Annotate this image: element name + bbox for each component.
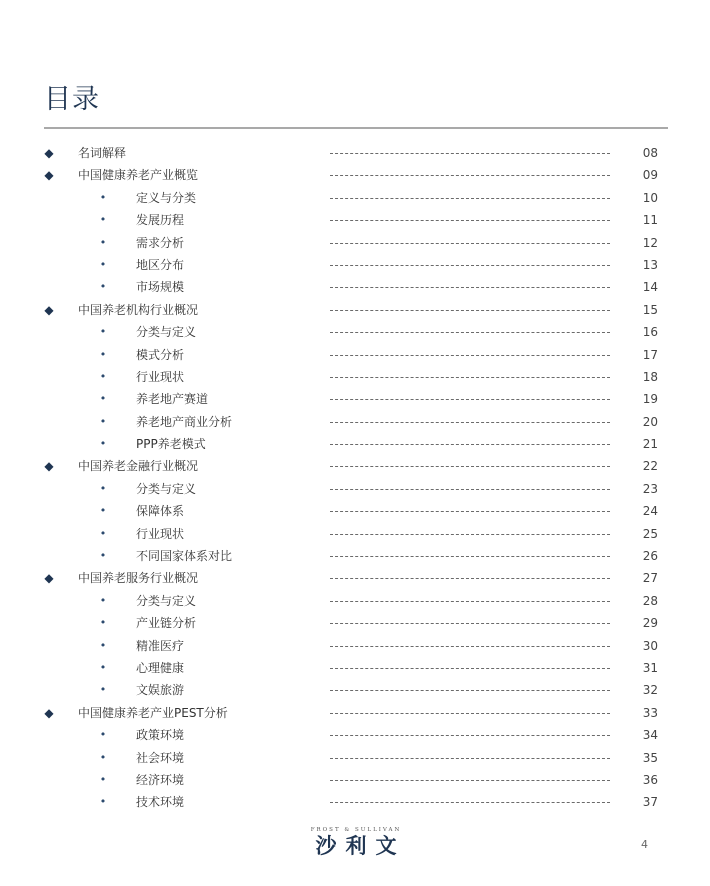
dot-bullet-icon: • — [99, 772, 107, 786]
dotted-leader — [330, 198, 610, 199]
toc-subsection-entry[interactable] — [0, 679, 710, 701]
dotted-leader — [330, 802, 610, 803]
dotted-leader — [330, 601, 610, 602]
toc-page-number: 12 — [642, 235, 658, 250]
dotted-leader — [330, 332, 610, 333]
toc-subsection-entry[interactable] — [0, 344, 710, 366]
toc-subsection-entry[interactable] — [0, 187, 710, 209]
toc-subsection-entry[interactable] — [0, 590, 710, 612]
dotted-leader — [330, 422, 610, 423]
dotted-leader — [330, 220, 610, 221]
logo-chinese-text: 沙利文 — [315, 834, 406, 858]
toc-entry-label: PPP养老模式 — [136, 437, 206, 452]
toc-page-number: 25 — [642, 526, 658, 541]
toc-subsection-entry[interactable] — [0, 657, 710, 679]
toc-subsection-entry[interactable] — [0, 724, 710, 746]
dot-bullet-icon: • — [99, 504, 107, 518]
diamond-bullet-icon: ◆ — [44, 168, 54, 183]
toc-page-number: 10 — [642, 190, 658, 205]
dot-bullet-icon: • — [99, 638, 107, 652]
dotted-leader — [330, 780, 610, 781]
toc-subsection-entry[interactable] — [0, 769, 710, 791]
toc-page-number: 27 — [642, 571, 658, 586]
toc-entry-label: 名词解释 — [78, 146, 127, 160]
toc-page-number: 36 — [642, 772, 658, 787]
dot-bullet-icon: • — [99, 257, 107, 271]
toc-section-entry[interactable] — [0, 567, 710, 589]
dot-bullet-icon: • — [99, 683, 107, 697]
dot-bullet-icon: • — [99, 325, 107, 339]
dotted-leader — [330, 735, 610, 736]
toc-page-number: 09 — [642, 168, 658, 183]
toc-entry-label: 保障体系 — [136, 504, 185, 519]
dotted-leader — [330, 690, 610, 691]
toc-subsection-entry[interactable] — [0, 254, 710, 276]
dot-bullet-icon: • — [99, 369, 107, 383]
toc-page-number: 20 — [642, 414, 658, 429]
page-title: 目录 — [44, 84, 100, 115]
toc-subsection-entry[interactable] — [0, 635, 710, 657]
toc-entry-label: 分类与定义 — [136, 481, 197, 496]
dotted-leader — [330, 399, 610, 400]
dotted-leader — [330, 556, 610, 557]
toc-page-number: 14 — [642, 280, 658, 295]
dotted-leader — [330, 713, 610, 714]
dotted-leader — [330, 489, 610, 490]
dotted-leader — [330, 265, 610, 266]
toc-section-entry[interactable] — [0, 142, 710, 164]
dotted-leader — [330, 646, 610, 647]
dotted-leader — [330, 243, 610, 244]
toc-subsection-entry[interactable] — [0, 545, 710, 567]
toc-page-number: 34 — [642, 728, 658, 743]
toc-entry-label: 精准医疗 — [136, 638, 185, 653]
toc-entry-label: 社会环境 — [136, 750, 185, 765]
toc-entry-label: 中国养老服务行业概况 — [78, 571, 199, 586]
toc-entry-label: 心理健康 — [136, 660, 185, 675]
toc-subsection-entry[interactable] — [0, 747, 710, 769]
dotted-leader — [330, 310, 610, 311]
toc-section-entry[interactable] — [0, 299, 710, 321]
toc-page-number: 19 — [642, 392, 658, 407]
dot-bullet-icon: • — [99, 616, 107, 630]
toc-subsection-entry[interactable] — [0, 478, 710, 500]
dotted-leader — [330, 623, 610, 624]
toc-page-number: 13 — [642, 257, 658, 272]
dotted-leader — [330, 668, 610, 669]
toc-entry-label: 文娱旅游 — [136, 683, 185, 698]
dotted-leader — [330, 466, 610, 467]
toc-page-number: 28 — [642, 593, 658, 608]
toc-subsection-entry[interactable] — [0, 276, 710, 298]
diamond-bullet-icon: ◆ — [44, 459, 54, 474]
toc-entry-label: 市场规模 — [136, 280, 185, 295]
toc-entry-label: 分类与定义 — [136, 325, 197, 340]
dotted-leader — [330, 175, 610, 176]
toc-page-number: 16 — [642, 325, 658, 340]
dot-bullet-icon: • — [99, 437, 107, 451]
toc-entry-label: 中国健康养老产业PEST分析 — [78, 705, 228, 720]
toc-entry-label: 产业链分析 — [136, 616, 197, 631]
dot-bullet-icon: • — [99, 414, 107, 428]
diamond-bullet-icon: ◆ — [44, 705, 54, 720]
toc-page-number: 17 — [642, 347, 658, 362]
dotted-leader — [330, 153, 610, 154]
toc-page-number: 35 — [642, 750, 658, 765]
page-number: 4 — [641, 838, 648, 851]
dot-bullet-icon: • — [99, 593, 107, 607]
toc-entry-label: 发展历程 — [136, 213, 185, 228]
toc-entry-label: 不同国家体系对比 — [136, 549, 233, 564]
dotted-leader — [330, 511, 610, 512]
toc-subsection-entry[interactable] — [0, 500, 710, 522]
dot-bullet-icon: • — [99, 213, 107, 227]
toc-subsection-entry[interactable] — [0, 523, 710, 545]
toc-entry-label: 中国养老金融行业概况 — [78, 459, 199, 474]
dot-bullet-icon: • — [99, 795, 107, 809]
toc-page-number: 31 — [642, 660, 658, 675]
toc-entry-label: 技术环境 — [136, 795, 185, 810]
dotted-leader — [330, 355, 610, 356]
toc-subsection-entry[interactable] — [0, 388, 710, 410]
toc-section-entry[interactable] — [0, 455, 710, 477]
dot-bullet-icon: • — [99, 660, 107, 674]
dotted-leader — [330, 287, 610, 288]
toc-page-number: 37 — [642, 795, 658, 810]
toc-page-number: 22 — [642, 459, 658, 474]
toc-subsection-entry[interactable] — [0, 612, 710, 634]
toc-page-number: 32 — [642, 683, 658, 698]
toc-page-number: 26 — [642, 549, 658, 564]
dot-bullet-icon: • — [99, 549, 107, 563]
diamond-bullet-icon: ◆ — [44, 146, 54, 160]
dot-bullet-icon: • — [99, 728, 107, 742]
dot-bullet-icon: • — [99, 750, 107, 764]
toc-subsection-entry[interactable] — [0, 411, 710, 433]
toc-page-number: 24 — [642, 504, 658, 519]
diamond-bullet-icon: ◆ — [44, 571, 54, 586]
toc-page-number: 23 — [642, 481, 658, 496]
frost-sullivan-logo — [296, 826, 416, 858]
toc-page-number: 30 — [642, 638, 658, 653]
dotted-leader — [330, 444, 610, 445]
toc-entry-label: 模式分析 — [136, 347, 185, 362]
dotted-leader — [330, 534, 610, 535]
dot-bullet-icon: • — [99, 392, 107, 406]
toc-section-entry[interactable] — [0, 702, 710, 724]
dot-bullet-icon: • — [99, 190, 107, 204]
toc-entry-label: 行业现状 — [136, 526, 185, 541]
toc-entry-label: 中国健康养老产业概览 — [78, 168, 199, 183]
toc-subsection-entry[interactable] — [0, 321, 710, 343]
toc-page-number: 15 — [642, 302, 658, 317]
dotted-leader — [330, 377, 610, 378]
dotted-leader — [330, 578, 610, 579]
toc-entry-label: 养老地产赛道 — [136, 392, 209, 407]
toc-subsection-entry[interactable] — [0, 232, 710, 254]
toc-section-entry[interactable] — [0, 164, 710, 186]
toc-entry-label: 养老地产商业分析 — [136, 414, 233, 429]
toc-subsection-entry[interactable] — [0, 433, 710, 455]
toc-subsection-entry[interactable] — [0, 366, 710, 388]
toc-entry-label: 分类与定义 — [136, 593, 197, 608]
logo-english-text: FROST & SULLIVAN — [310, 827, 402, 833]
toc-entry-label: 经济环境 — [136, 772, 185, 787]
title-divider — [44, 127, 668, 129]
toc-page-number: 08 — [642, 146, 658, 160]
dotted-leader — [330, 758, 610, 759]
toc-page-number: 11 — [642, 213, 658, 228]
toc-subsection-entry[interactable] — [0, 791, 710, 813]
toc-entry-label: 政策环境 — [136, 728, 185, 743]
toc-page-number: 33 — [642, 705, 658, 720]
dot-bullet-icon: • — [99, 280, 107, 294]
dot-bullet-icon: • — [99, 481, 107, 495]
toc-entry-label: 行业现状 — [136, 369, 185, 384]
toc-entry-label: 中国养老机构行业概况 — [78, 302, 199, 317]
toc-entry-label: 定义与分类 — [136, 190, 197, 205]
dot-bullet-icon: • — [99, 347, 107, 361]
dot-bullet-icon: • — [99, 526, 107, 540]
toc-subsection-entry[interactable] — [0, 209, 710, 231]
toc-page-number: 18 — [642, 369, 658, 384]
toc-page-number: 29 — [642, 616, 658, 631]
dot-bullet-icon: • — [99, 235, 107, 249]
toc-entry-label: 需求分析 — [136, 235, 185, 250]
table-of-contents — [0, 142, 710, 814]
diamond-bullet-icon: ◆ — [44, 302, 54, 317]
toc-page-number: 21 — [642, 437, 658, 452]
toc-entry-label: 地区分布 — [136, 257, 185, 272]
